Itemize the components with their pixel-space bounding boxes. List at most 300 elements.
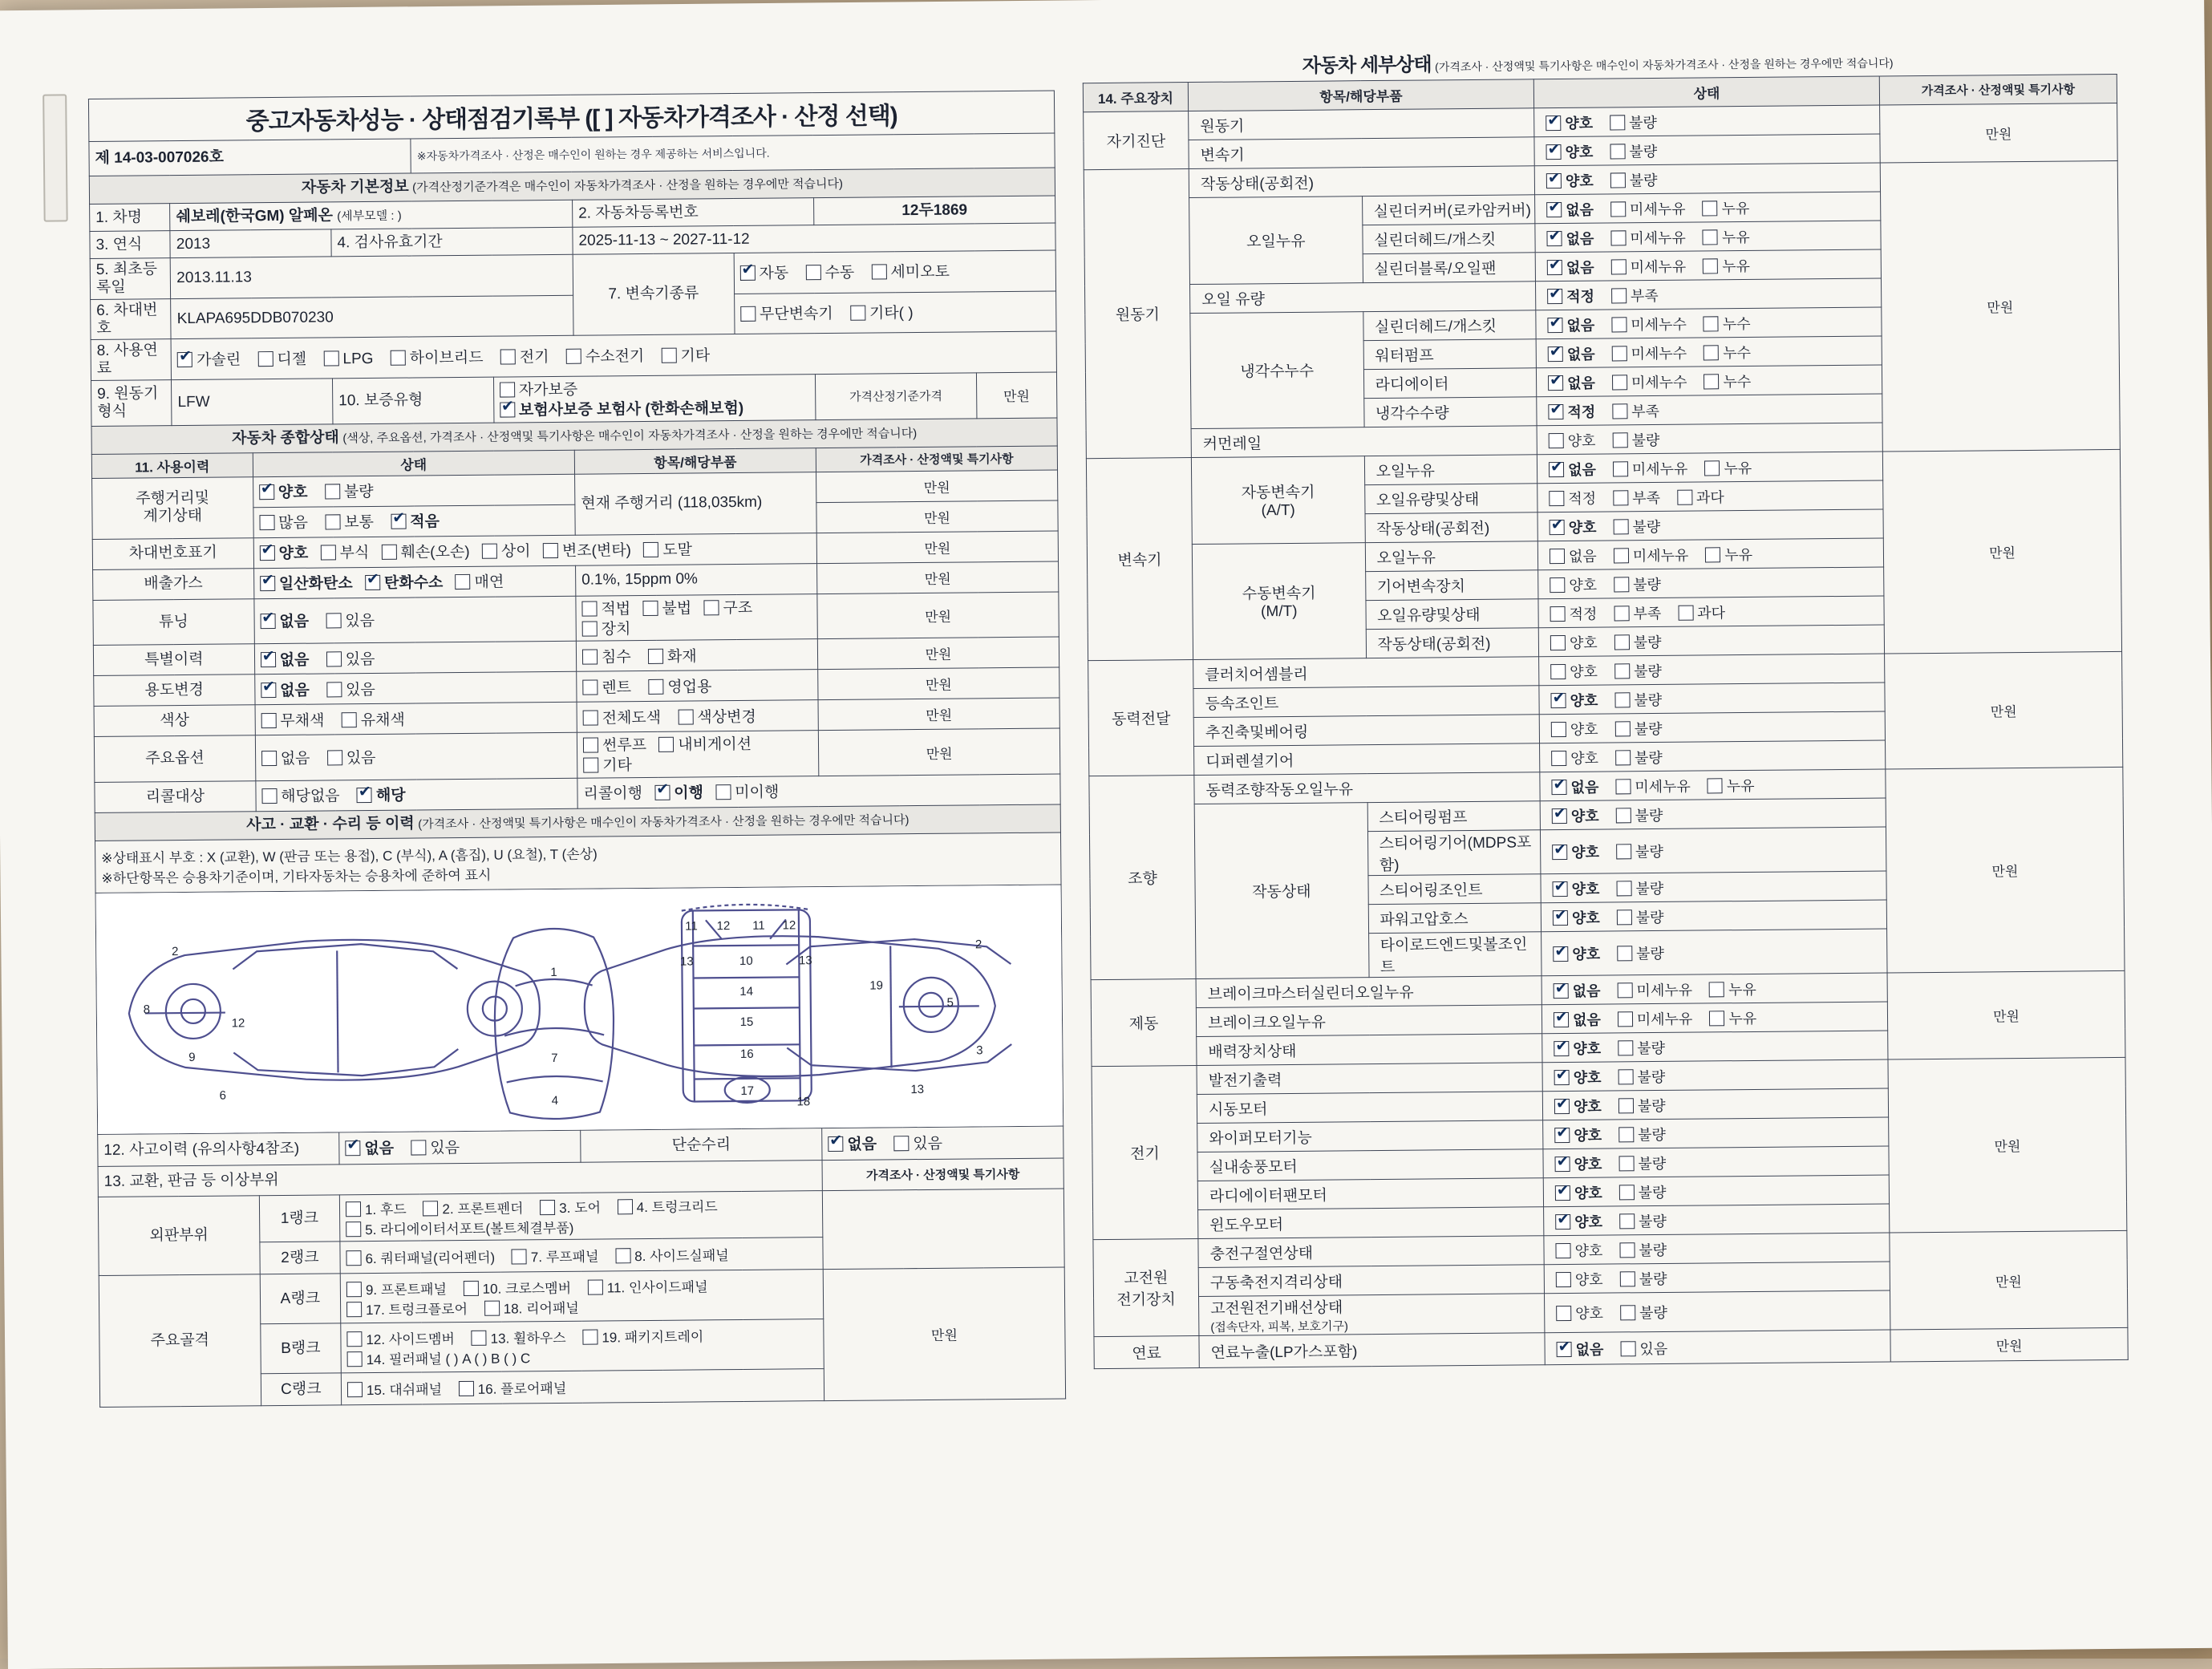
label-simple-repair: 단순수리 [581,1128,822,1163]
checkbox-steeringjoint-bad[interactable] [1616,881,1631,896]
state-at-idle[interactable]: ✔ 양호 불량 [1537,509,1883,541]
rank-a: A랭크 [260,1274,341,1324]
checkbox-idle-good[interactable] [1546,173,1562,188]
inspection-record-sheet [88,54,2122,1590]
checkbox-radiator-slight[interactable] [1612,375,1627,390]
checkbox-chromatic[interactable] [342,712,357,727]
checkbox-headgasket-leak[interactable] [1703,229,1718,245]
transmission-options-row2[interactable]: 무단변속기 기타( ) [734,291,1056,334]
checkbox-blower-bad[interactable] [1618,1156,1634,1171]
checkbox-radiator-support[interactable] [346,1221,361,1237]
checkbox-waterpump-leak[interactable] [1704,345,1719,360]
options-state[interactable]: 없음 있음 [255,733,577,781]
state-head-gasket[interactable]: ✔ 없음 미세누유 누유 [1535,221,1881,253]
checkbox-commonrail-bad[interactable] [1612,432,1627,448]
checkbox-headgasket-none[interactable] [1546,231,1562,246]
item-wiper-motor: 와이퍼모터기능 [1197,1120,1543,1153]
accident-history-options[interactable]: ✔ 없음 있음 [339,1130,581,1165]
checkbox-mileage-good[interactable] [259,484,274,500]
checkbox-simple-yes[interactable] [893,1136,909,1151]
checkbox-roof-panel[interactable] [512,1249,527,1264]
options-items[interactable]: 썬루프 내비게이션 기타 [577,731,818,778]
checkbox-cvjoint-bad[interactable] [1614,692,1630,707]
row-label-recall: 리콜대상 [95,781,256,813]
checkbox-mt-idle-bad[interactable] [1614,634,1630,650]
mileage-state-bottom[interactable]: 많음 보통 ✔ 적음 [253,504,576,538]
checkbox-trans-etc[interactable] [850,306,865,321]
checkbox-rear-panel[interactable] [484,1300,500,1315]
checkbox-propshaft-good[interactable] [1551,721,1566,736]
checkbox-at-leak-none[interactable] [1549,461,1564,476]
tuning-state[interactable]: ✔ 없음 있음 [254,596,577,644]
checkbox-propshaft-bad[interactable] [1615,721,1631,736]
state-brake-oil-leak[interactable]: ✔ 없음 미세누유 누유 [1542,1002,1887,1034]
state-fuel-leak[interactable]: ✔ 없음 있음 [1545,1330,1890,1365]
checkbox-engine-diag-bad[interactable] [1610,115,1625,130]
state-engine-diag[interactable]: ✔ 양호 불량 [1534,105,1880,137]
checkbox-diff-bad[interactable] [1615,750,1631,765]
checkbox-vin-altered[interactable] [543,543,558,558]
checkbox-brakeoil-none[interactable] [1554,1011,1569,1027]
state-trans-diag[interactable]: ✔ 양호 불량 [1534,134,1880,166]
checkbox-oilqty-low[interactable] [1611,288,1627,303]
price-color: 만원 [818,698,1059,731]
svg-text:2: 2 [974,938,982,952]
section-steering: 조향 [1089,776,1196,980]
checkbox-fuel-etc[interactable] [661,347,676,363]
state-radiator-fan-motor[interactable]: ✔ 양호 불량 [1543,1175,1889,1207]
checkbox-engine-diag-good[interactable] [1546,115,1561,131]
checkbox-hvbattery-good[interactable] [1556,1271,1571,1286]
checkbox-tuning-device[interactable] [582,621,598,636]
checkbox-trunk-lid[interactable] [618,1199,633,1214]
checkbox-powerhose-bad[interactable] [1617,909,1632,925]
recall-state[interactable]: 해당없음 ✔ 해당 [256,778,578,812]
checkbox-color-change[interactable] [678,709,693,724]
checkbox-options-yes[interactable] [327,750,342,765]
checkbox-alternator-bad[interactable] [1618,1069,1633,1084]
state-propeller-shaft[interactable]: 양호 불량 [1539,711,1885,743]
checkbox-side-member[interactable] [346,1331,362,1347]
svg-text:3: 3 [976,1043,983,1058]
checkbox-at-leak-leak[interactable] [1704,460,1720,476]
subsection-mt: 수동변속기 (M/T) [1192,543,1366,660]
checkbox-brakeoil-slight[interactable] [1618,1011,1633,1027]
state-rocker-cover[interactable]: ✔ 없음 미세누유 누유 [1535,192,1881,224]
checkbox-hood[interactable] [346,1201,361,1217]
value-first-reg: 2013.11.13 [170,254,573,298]
rank-b-items[interactable]: 12. 사이드멤버 13. 휠하우스 19. 패키지트레이 14. 필러패널 ( ) A ( ) B ( ) C [341,1319,824,1373]
state-at-oil-qty[interactable]: 적정 부족 과다 [1537,480,1883,512]
checkbox-accident-yes[interactable] [411,1140,426,1156]
checkbox-manual[interactable] [805,265,820,280]
state-engine-idle[interactable]: ✔ 양호 불량 [1534,163,1880,195]
checkbox-trans-diag-good[interactable] [1546,144,1561,160]
state-coolant-head-gasket[interactable]: ✔ 없음 미세누수 누수 [1536,307,1882,339]
rank-c: C랭크 [261,1373,342,1406]
svg-text:13: 13 [679,954,694,969]
state-blower-motor[interactable]: ✔ 양호 불량 [1543,1146,1889,1178]
checkbox-smoke[interactable] [456,574,471,589]
checkbox-hvbattery-bad[interactable] [1620,1271,1635,1286]
checkbox-mt-idle-good[interactable] [1550,634,1566,650]
checkbox-brakemaster-leak[interactable] [1709,982,1724,997]
state-differential[interactable]: 양호 불량 [1540,740,1886,772]
usage-change-state[interactable]: ✔ 없음 있음 [254,672,577,706]
checkbox-hybrid[interactable] [391,350,406,365]
state-common-rail[interactable]: 양호 불량 [1537,423,1882,455]
checkbox-rent[interactable] [582,679,598,695]
item-tie-rod-end: 타이로드엔드및볼조인트 [1368,932,1542,978]
item-rocker-cover: 실린더커버(로카암커버) [1362,195,1535,225]
checkbox-booster-good[interactable] [1554,1040,1569,1055]
checkbox-dash-panel[interactable] [347,1382,363,1397]
checkbox-brakemaster-slight[interactable] [1617,982,1632,998]
item-brake-master: 브레이크마스터실린더오일누유 [1196,976,1542,1008]
checkbox-full-repaint[interactable] [583,710,598,725]
checkbox-tuning-legal[interactable] [581,601,597,616]
checkbox-floor-panel[interactable] [459,1381,474,1396]
checkbox-recall-notdone[interactable] [715,784,731,800]
simple-repair-options[interactable]: ✔ 없음 있음 [822,1126,1063,1161]
item-fuel-leak: 연료누출(LP가스포함) [1199,1333,1545,1368]
checkbox-tuning-none[interactable] [260,614,275,629]
checkbox-options-none[interactable] [261,751,277,766]
checkbox-quarter-panel[interactable] [346,1250,361,1266]
state-hv-battery-isolation[interactable]: 양호 불량 [1544,1262,1890,1294]
state-charging-port[interactable]: 양호 불량 [1544,1233,1890,1265]
rank-a-items[interactable]: 9. 프론트패널 10. 크로스멤버 11. 인사이드패널 17. 트렁크플로어 18. 리어패널 [340,1270,823,1323]
price-powertrain: 만원 [1885,651,2123,769]
accident-note-2: ※하단항목은 승용차기준이며, 기타자동차는 승용차에 준하여 표시 [101,867,492,887]
state-coolant-quantity[interactable]: ✔ 적정 부족 [1537,394,1882,426]
checkbox-tuning-yes[interactable] [326,613,341,628]
checkbox-mileage-bad[interactable] [325,484,340,499]
checkbox-block-none[interactable] [1547,260,1562,275]
checkbox-alternator-good[interactable] [1554,1069,1570,1084]
checkbox-wiper-bad[interactable] [1618,1127,1634,1142]
state-power-hose[interactable]: ✔ 양호 불량 [1541,900,1886,932]
checkbox-cvjoint-good[interactable] [1550,692,1566,707]
checkbox-rocker-none[interactable] [1546,202,1562,217]
checkbox-inside-panel[interactable] [588,1279,603,1294]
state-steering-gear[interactable]: ✔양호 불량 [1540,827,1886,874]
checkbox-options-etc[interactable] [583,758,598,773]
checkbox-vin-good[interactable] [259,545,274,561]
checkbox-radiator-leak[interactable] [1704,374,1719,389]
checkbox-starter-bad[interactable] [1618,1098,1634,1113]
checkbox-blower-good[interactable] [1555,1156,1570,1171]
state-power-steering-leak[interactable]: ✔ 없음 미세누유 누유 [1540,769,1886,801]
accident-note: (가격조사 · 산정액및 특기사항은 매수인이 자동차가격조사 · 산정을 원하는 경우에만 적습니다) [418,813,910,832]
state-gear-shift[interactable]: 양호 불량 [1538,567,1884,599]
checkbox-hvwiring-bad[interactable] [1620,1305,1635,1320]
checkbox-windowmotor-bad[interactable] [1619,1213,1635,1229]
state-clutch[interactable]: 양호 불량 [1539,654,1885,686]
checkbox-wheel-house[interactable] [472,1330,487,1345]
recall-label: 리콜이행 [583,785,643,803]
checkbox-steeringgear-bad[interactable] [1616,844,1631,859]
checkbox-chargeport-good[interactable] [1555,1242,1570,1258]
checkbox-recall-applicable[interactable] [357,788,372,803]
checkbox-psleak-leak[interactable] [1708,778,1723,793]
checkbox-fanmotor-good[interactable] [1555,1185,1570,1200]
checkbox-steeringgear-good[interactable] [1552,845,1567,860]
checkbox-mt-qty-ok[interactable] [1550,606,1566,621]
price-emission: 만원 [816,561,1058,594]
label-plate: 2. 자동차등록번호 [573,198,814,228]
item-differential: 디퍼렌셜기어 [1194,743,1540,776]
checkbox-lpg[interactable] [323,350,338,366]
checkbox-cvt[interactable] [740,306,756,322]
section-electric: 전기 [1092,1066,1198,1240]
state-brake-master[interactable]: ✔ 없음 미세누유 누유 [1542,973,1887,1005]
checkbox-brakemaster-none[interactable] [1554,982,1569,998]
row-label-options: 주요옵션 [94,735,255,782]
tuning-items[interactable]: 적법 불법 구조 장치 [576,593,817,641]
checkbox-mileage-normal[interactable] [325,514,340,529]
value-year: 2013 [170,229,331,258]
checkbox-coolantqty-ok[interactable] [1548,403,1563,419]
checkbox-door[interactable] [540,1200,555,1215]
item-radiator-fan-motor: 라디에이터팬모터 [1197,1178,1543,1210]
checkbox-gearshift-good[interactable] [1550,577,1565,592]
checkbox-trunk-floor[interactable] [346,1302,362,1317]
warranty-options[interactable]: 자가보증 ✔보험사보증 보험사 (한화손해보험) [493,375,816,423]
item-at-idle: 작동상태(공회전) [1365,512,1538,543]
checkbox-clutch-good[interactable] [1550,663,1566,679]
checkbox-steeringjoint-good[interactable] [1553,881,1568,896]
checkbox-navigation[interactable] [658,737,674,752]
checkbox-tuning-illegal[interactable] [642,601,658,616]
checkbox-mt-leak-slight[interactable] [1614,548,1629,563]
checkbox-semiauto[interactable] [871,265,886,280]
checkbox-idle-bad[interactable] [1610,172,1626,188]
checkbox-diff-good[interactable] [1551,750,1566,765]
price-special: 만원 [817,637,1059,670]
svg-text:13: 13 [798,954,812,968]
special-state[interactable]: ✔ 없음 있음 [254,642,577,675]
checkbox-sunroof[interactable] [583,738,598,753]
checkbox-fire[interactable] [648,648,663,663]
checkbox-starter-good[interactable] [1554,1098,1570,1113]
label-vin: 6. 차대번호 [91,298,172,340]
checkbox-powerhose-good[interactable] [1553,909,1568,925]
checkbox-tierod-bad[interactable] [1617,946,1632,961]
checkbox-achromatic[interactable] [261,713,276,728]
checkbox-flood[interactable] [582,649,598,664]
usage-change-items[interactable]: 렌트 영업용 [577,670,818,703]
overall-heading: 자동차 종합상태 [231,429,339,448]
state-mt-idle[interactable]: 양호 불량 [1538,625,1884,657]
color-state[interactable]: 무채색 유채색 [255,703,577,736]
checkbox-coolanthead-leak[interactable] [1704,316,1719,331]
checkbox-tuning-structure[interactable] [703,600,719,615]
state-steering-pump[interactable]: ✔ 양호 불량 [1540,798,1886,830]
checkbox-fuelleak-none[interactable] [1557,1341,1572,1356]
checkbox-coolanthead-slight[interactable] [1611,317,1627,332]
checkbox-gasoline[interactable] [177,352,192,367]
special-items[interactable]: 침수 화재 [576,639,817,672]
checkbox-radiator-none[interactable] [1548,375,1563,390]
checkbox-clutch-bad[interactable] [1614,663,1630,679]
transmission-options-row1[interactable]: ✔자동 수동 세미오토 [734,250,1056,294]
checkbox-usage-none[interactable] [261,683,276,698]
color-items[interactable]: 전체도색 색상변경 [577,700,818,733]
checkbox-commercial[interactable] [648,679,663,694]
checkbox-mt-qty-low[interactable] [1614,606,1629,621]
checkbox-special-yes[interactable] [326,651,342,666]
mileage-state-top[interactable]: ✔양호 불량 [253,474,575,508]
checkbox-special-none[interactable] [261,652,276,667]
checkbox-psleak-none[interactable] [1551,779,1566,794]
checkbox-accident-none[interactable] [345,1140,360,1156]
checkbox-vin-damage[interactable] [381,545,396,560]
checkbox-steeringpump-bad[interactable] [1616,808,1631,823]
right-panel [1082,43,2124,1369]
item-hv-battery-isolation: 구동축전지격리상태 [1198,1265,1544,1297]
rank-2: 2랭크 [260,1242,341,1274]
state-cv-joint[interactable]: ✔ 양호 불량 [1539,683,1885,715]
checkbox-fuelleak-yes[interactable] [1620,1341,1635,1356]
checkbox-psleak-slight[interactable] [1615,779,1631,794]
state-at-oil-leak[interactable]: ✔ 없음 미세누유 누유 [1537,452,1882,484]
checkbox-brakeoil-leak[interactable] [1709,1011,1724,1026]
rank2-items[interactable]: 6. 쿼터패널(리어펜더) 7. 루프패널 8. 사이드실패널 [340,1238,823,1274]
vin-mark-state[interactable]: ✔ 양호 부식 훼손(오손) 상이 변조(변타) 도말 [253,533,817,568]
checkbox-mt-qty-high[interactable] [1678,605,1693,620]
state-mt-oil-leak[interactable]: 없음 미세누유 누유 [1537,538,1883,570]
checkbox-recall-done[interactable] [654,785,670,800]
item-clutch: 클러치어셈블리 [1193,657,1539,689]
state-starter-motor[interactable]: ✔ 양호 불량 [1542,1088,1888,1120]
state-block-oilpan[interactable]: ✔ 없음 미세누유 누유 [1535,249,1881,282]
state-wiper-motor[interactable]: ✔ 양호 불량 [1543,1117,1889,1149]
state-steering-joint[interactable]: ✔ 양호 불량 [1541,871,1886,903]
recall-items[interactable]: 리콜이행 ✔ 이행 미이행 [577,774,1060,808]
state-booster[interactable]: ✔ 양호 불량 [1542,1031,1888,1063]
state-oil-quantity[interactable]: ✔ 적정 부족 [1535,278,1881,310]
checkbox-auto[interactable] [739,265,755,281]
svg-text:16: 16 [739,1047,754,1062]
section-transmission: 변속기 [1086,458,1193,661]
state-hv-wiring[interactable]: 양호 불량 [1545,1290,1890,1333]
price-fuel: 만원 [1890,1327,2128,1362]
subsection-steering-operation: 작동상태 [1194,803,1368,979]
checkbox-headgasket-slight[interactable] [1610,230,1626,245]
price-main-frame: 만원 [823,1267,1065,1401]
checkbox-vin-erased[interactable] [643,542,658,557]
checkbox-mileage-few[interactable] [391,513,406,529]
checkbox-vin-corrosion[interactable] [320,545,335,560]
checkbox-at-qty-high[interactable] [1677,489,1692,504]
svg-text:11: 11 [685,919,698,934]
checkbox-commonrail-good[interactable] [1549,432,1564,448]
state-window-motor[interactable]: ✔ 양호 불량 [1544,1204,1890,1236]
item-blower-motor: 실내송풍모터 [1197,1149,1543,1181]
checkbox-usage-yes[interactable] [326,682,342,697]
checkbox-recall-na[interactable] [261,788,277,804]
checkbox-simple-none[interactable] [828,1136,843,1152]
checkbox-chargeport-bad[interactable] [1619,1242,1635,1258]
checkbox-vin-different[interactable] [482,543,497,558]
checkbox-at-qty-ok[interactable] [1549,490,1564,505]
state-water-pump[interactable]: ✔ 없음 미세누수 누수 [1536,336,1882,368]
checkbox-diesel[interactable] [257,351,273,367]
checkbox-trans-diag-bad[interactable] [1610,144,1625,159]
checkbox-self-warranty[interactable] [500,382,515,397]
checkbox-at-idle-good[interactable] [1550,519,1565,534]
checkbox-mt-leak-leak[interactable] [1705,547,1720,562]
svg-text:6: 6 [219,1088,227,1103]
state-alternator[interactable]: ✔ 양호 불량 [1542,1059,1888,1092]
detail-table [1083,74,2129,1369]
doc-number: 제 14-03-007026호 [95,148,224,168]
rank1-items[interactable]: 1. 후드 2. 프론트펜더 3. 도어 4. 트렁크리드 5. 라디에이터서포트(볼트체결부품) [339,1191,822,1242]
item-trans-diag: 변속기 [1189,137,1534,169]
checkbox-pillar-panel[interactable] [347,1351,363,1367]
checkbox-front-fender[interactable] [423,1201,438,1216]
state-tie-rod-end[interactable]: ✔양호 불량 [1542,929,1887,976]
checkbox-block-leak[interactable] [1703,258,1718,273]
checkbox-mt-leak-none[interactable] [1550,548,1565,563]
fuel-options[interactable]: ✔ 가솔린 디젤 LPG 하이브리드 전기 수소전기 기타 [171,331,1056,379]
item-mt-oil-leak: 오일누유 [1365,541,1538,572]
checkbox-electric[interactable] [500,349,516,364]
checkbox-at-leak-slight[interactable] [1613,461,1628,476]
checkbox-oilqty-ok[interactable] [1547,288,1562,303]
checkbox-waterpump-slight[interactable] [1611,346,1627,361]
checkbox-hydrogen[interactable] [566,348,581,363]
checkbox-front-panel[interactable] [346,1282,362,1297]
subsection-oil-leak: 오일누유 [1189,196,1363,285]
emission-state[interactable]: ✔ 일산화탄소 ✔ 탄화수소 매연 [253,565,576,599]
checkbox-waterpump-none[interactable] [1548,346,1563,361]
checkbox-side-sill-panel[interactable] [615,1248,630,1263]
checkbox-steeringpump-good[interactable] [1552,808,1567,823]
checkbox-package-tray[interactable] [582,1329,598,1344]
rank-c-items[interactable]: 15. 대쉬패널 16. 플로어패널 [341,1369,824,1405]
checkbox-windowmotor-good[interactable] [1555,1213,1570,1229]
checkbox-booster-bad[interactable] [1618,1040,1633,1055]
checkbox-cross-member[interactable] [464,1280,479,1295]
checkbox-rocker-slight[interactable] [1610,201,1626,217]
checkbox-coolanthead-none[interactable] [1547,317,1562,332]
svg-text:19: 19 [869,978,884,993]
price-tuning: 만원 [817,592,1059,639]
section-powertrain: 동력전달 [1088,660,1194,776]
checkbox-insurer-warranty[interactable] [500,402,515,417]
checkbox-coolantqty-low[interactable] [1612,403,1627,419]
checkbox-hvwiring-good[interactable] [1556,1306,1571,1321]
state-radiator[interactable]: ✔ 없음 미세누수 누수 [1536,365,1882,397]
checkbox-rocker-leak[interactable] [1702,201,1717,216]
checkbox-at-idle-bad[interactable] [1613,519,1628,534]
checkbox-fanmotor-bad[interactable] [1619,1185,1635,1200]
row-label-vin-mark: 차대번호표기 [92,538,253,570]
checkbox-hc[interactable] [365,575,380,590]
checkbox-tierod-good[interactable] [1553,946,1568,962]
svg-text:7: 7 [551,1051,558,1066]
checkbox-mileage-much[interactable] [259,515,274,530]
checkbox-co[interactable] [260,576,275,591]
svg-text:12: 12 [782,918,796,933]
checkbox-wiper-good[interactable] [1554,1127,1570,1142]
checkbox-gearshift-bad[interactable] [1614,577,1629,592]
checkbox-at-qty-low[interactable] [1613,490,1628,505]
state-mt-oil-qty[interactable]: 적정 부족 과다 [1538,596,1884,628]
checkbox-block-slight[interactable] [1611,259,1627,274]
